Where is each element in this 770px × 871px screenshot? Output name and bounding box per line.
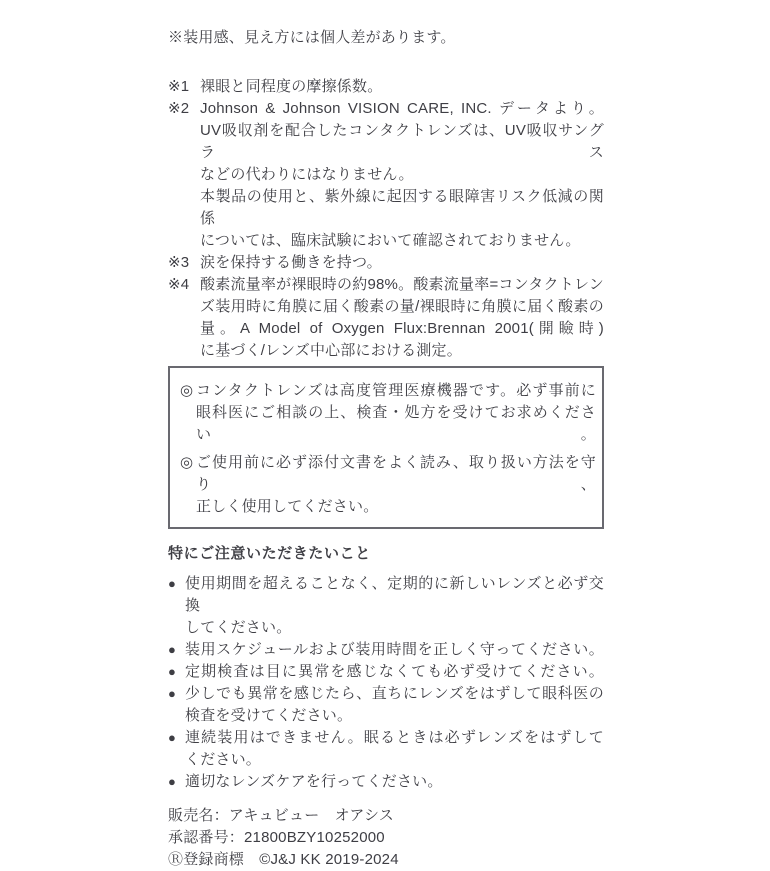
advisory-line: ご使用前に必ず添付文書をよく読み、取り扱い方法を守り、 [196, 454, 596, 493]
bullet-dot-marker: ● [168, 774, 177, 789]
footnote-line: UV吸収剤を配合したコンタクトレンズは、UV吸収サングラス [200, 122, 604, 161]
footnote-line: 涙を保持する働きを持つ。 [200, 254, 382, 271]
approval-number: 承認番号：21800BZY10252000 [168, 829, 385, 846]
footnotes-list [168, 76, 604, 362]
footnote-body [200, 76, 604, 98]
footnote-marker: ※2 [168, 100, 190, 117]
bullet-line: 使用期間を超えることなく、定期的に新しいレンズと必ず交換 [185, 575, 604, 614]
regulatory-footer [168, 805, 604, 871]
bullet-body [185, 727, 604, 771]
footnote-line: Johnson & Johnson VISION CARE, INC. データより。 [200, 100, 604, 117]
caution-section-heading: 特にご注意いただきたいこと [168, 545, 371, 562]
bullet-line: 連続装用はできません。眠るときは必ずレンズをはずして [185, 729, 604, 746]
footnote-item-3 [168, 252, 604, 274]
bullet-line: 適切なレンズケアを行ってください。 [185, 773, 443, 790]
footnote-marker: ※1 [168, 78, 190, 95]
footnote-line: 本製品の使用と、紫外線に起因する眼障害リスク低減の関係 [200, 188, 604, 227]
footnote-line: ズ装用時に角膜に届く酸素の量/裸眼時に角膜に届く酸素の [200, 298, 604, 315]
advisory-body [196, 452, 596, 518]
bullet-line: 少しでも異常を感じたら、直ちにレンズをはずして眼科医の [185, 685, 604, 702]
footnote-line: 量。A Model of Oxygen Flux:Brennan 2001(開瞼時) [200, 320, 604, 337]
bullet-body [185, 771, 604, 793]
caution-bullet-list [168, 573, 604, 793]
footnote-marker: ※4 [168, 276, 190, 293]
bullet-body [185, 573, 604, 639]
bullet-line: 定期検査は目に異常を感じなくても必ず受けてください。 [185, 663, 604, 680]
footnote-item-4 [168, 274, 604, 362]
caution-bullet-4 [168, 683, 604, 727]
trademark-copyright-line: Ⓡ登録商標 ©J&J KK 2019-2024 [168, 851, 399, 868]
advisory-line: 眼科医にご相談の上、検査・処方を受けてお求めください。 [196, 404, 596, 443]
bullet-dot-marker: ● [168, 664, 177, 679]
general-disclaimer-note: ※装用感、見え方には個人差があります。 [168, 29, 456, 46]
advisory-line: コンタクトレンズは高度管理医療機器です。必ず事前に [196, 382, 596, 399]
advisory-item-2 [180, 452, 596, 518]
footnote-body [200, 274, 604, 362]
advisory-line: 正しく使用してください。 [196, 498, 379, 515]
bullet-dot-marker: ● [168, 730, 177, 745]
footnote-line: 酸素流量率が裸眼時の約98%。酸素流量率=コンタクトレン [200, 276, 604, 293]
footnote-body [200, 252, 604, 274]
bullet-dot-marker: ● [168, 576, 177, 591]
package-back-panel-text [168, 27, 604, 871]
footnote-line: については、臨床試験において確認されておりません。 [200, 232, 581, 249]
footnote-line: 裸眼と同程度の摩擦係数。 [200, 78, 383, 95]
advisory-item-1 [180, 380, 596, 446]
medical-device-advisory-box [168, 366, 604, 529]
caution-bullet-6 [168, 771, 604, 793]
caution-bullet-2 [168, 639, 604, 661]
bullet-body [185, 683, 604, 727]
double-circle-marker: ◎ [180, 382, 194, 399]
bullet-body [185, 661, 604, 683]
bullet-line: してください。 [185, 619, 292, 636]
footnote-line: に基づく/レンズ中心部における測定。 [200, 342, 462, 359]
bullet-body [185, 639, 604, 661]
caution-bullet-5 [168, 727, 604, 771]
bullet-line: ください。 [185, 751, 262, 768]
footnote-item-2 [168, 98, 604, 252]
footnote-line: などの代わりにはなりません。 [200, 166, 414, 183]
product-sales-name: 販売名：アキュビュー オアシス [168, 807, 394, 824]
footnote-body [200, 98, 604, 252]
bullet-line: 検査を受けてください。 [185, 707, 353, 724]
double-circle-marker: ◎ [180, 454, 194, 471]
bullet-line: 装用スケジュールおよび装用時間を正しく守ってください。 [185, 641, 604, 658]
footnote-marker: ※3 [168, 254, 190, 271]
bullet-dot-marker: ● [168, 642, 177, 657]
advisory-body [196, 380, 596, 446]
footnote-item-1 [168, 76, 604, 98]
bullet-dot-marker: ● [168, 686, 177, 701]
caution-bullet-1 [168, 573, 604, 639]
caution-bullet-3 [168, 661, 604, 683]
